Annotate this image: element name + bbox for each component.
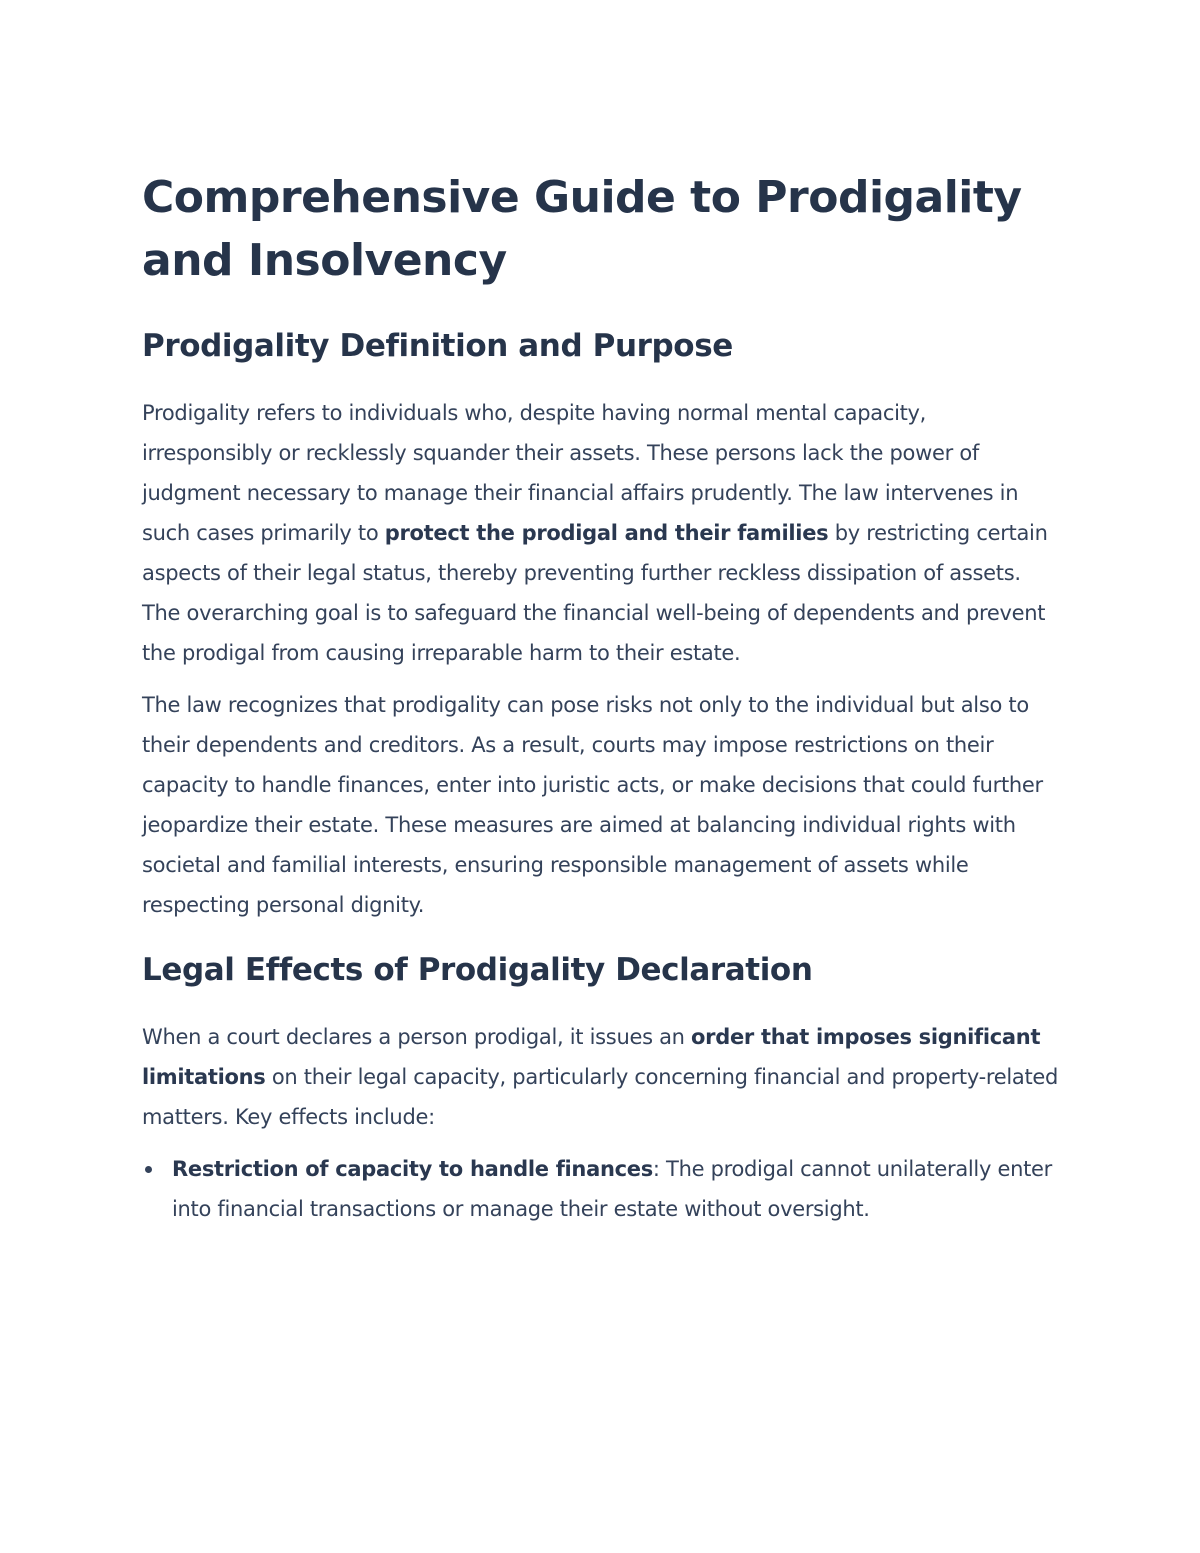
- paragraph-definition: [142, 393, 1062, 673]
- paragraph-text: by restricting certain aspects of their legal status, thereby preventing further reckless dissipation of assets. The overarching goal is to safeguard the financial well-being of dependents and prevent the prodigal from causing irreparable harm to their estate.: [142, 521, 1048, 665]
- paragraph-text: on their legal capacity, particularly concerning financial and property-related matters. Key effects include:: [142, 1065, 1059, 1129]
- paragraph-text: Prodigality refers to individuals who, despite having normal mental capacity, irresponsibly or recklessly squander their assets. These persons lack the power of judgment necessary to manage their financial affairs prudently. The law intervenes in such cases primarily to: [142, 401, 1019, 545]
- bold-phrase: protect the prodigal and their families: [384, 521, 829, 545]
- section-heading-definition: Prodigality Definition and Purpose: [142, 328, 733, 364]
- list-item-title: Restriction of capacity to handle finances: [172, 1157, 653, 1181]
- effects-list: [142, 1149, 1062, 1229]
- section-heading-legal-effects: Legal Effects of Prodigality Declaration: [142, 952, 813, 988]
- document-title: Comprehensive Guide to Prodigality and Insolvency: [142, 172, 1022, 286]
- paragraph-risks: The law recognizes that prodigality can pose risks not only to the individual but also to their dependents and creditors. As a result, courts may impose restrictions on their capacity to handle finances, enter into juristic acts, or make decisions that could further jeopardize their estate. These measures are aimed at balancing individual rights with societal and familial interests, ensuring responsible management of assets while respecting personal dignity.: [142, 693, 1043, 917]
- bullet-icon: [145, 1166, 152, 1173]
- document-page: [142, 166, 1062, 1229]
- bold-phrase: order that imposes significant limitations: [142, 1025, 1041, 1089]
- paragraph-legal-effects-intro: [142, 1017, 1062, 1137]
- list-item-text: : The prodigal cannot unilaterally enter into financial transactions or manage their estate without oversight.: [172, 1157, 1052, 1221]
- paragraph-text: When a court declares a person prodigal, it issues an: [142, 1025, 692, 1049]
- list-item: [142, 1149, 1062, 1229]
